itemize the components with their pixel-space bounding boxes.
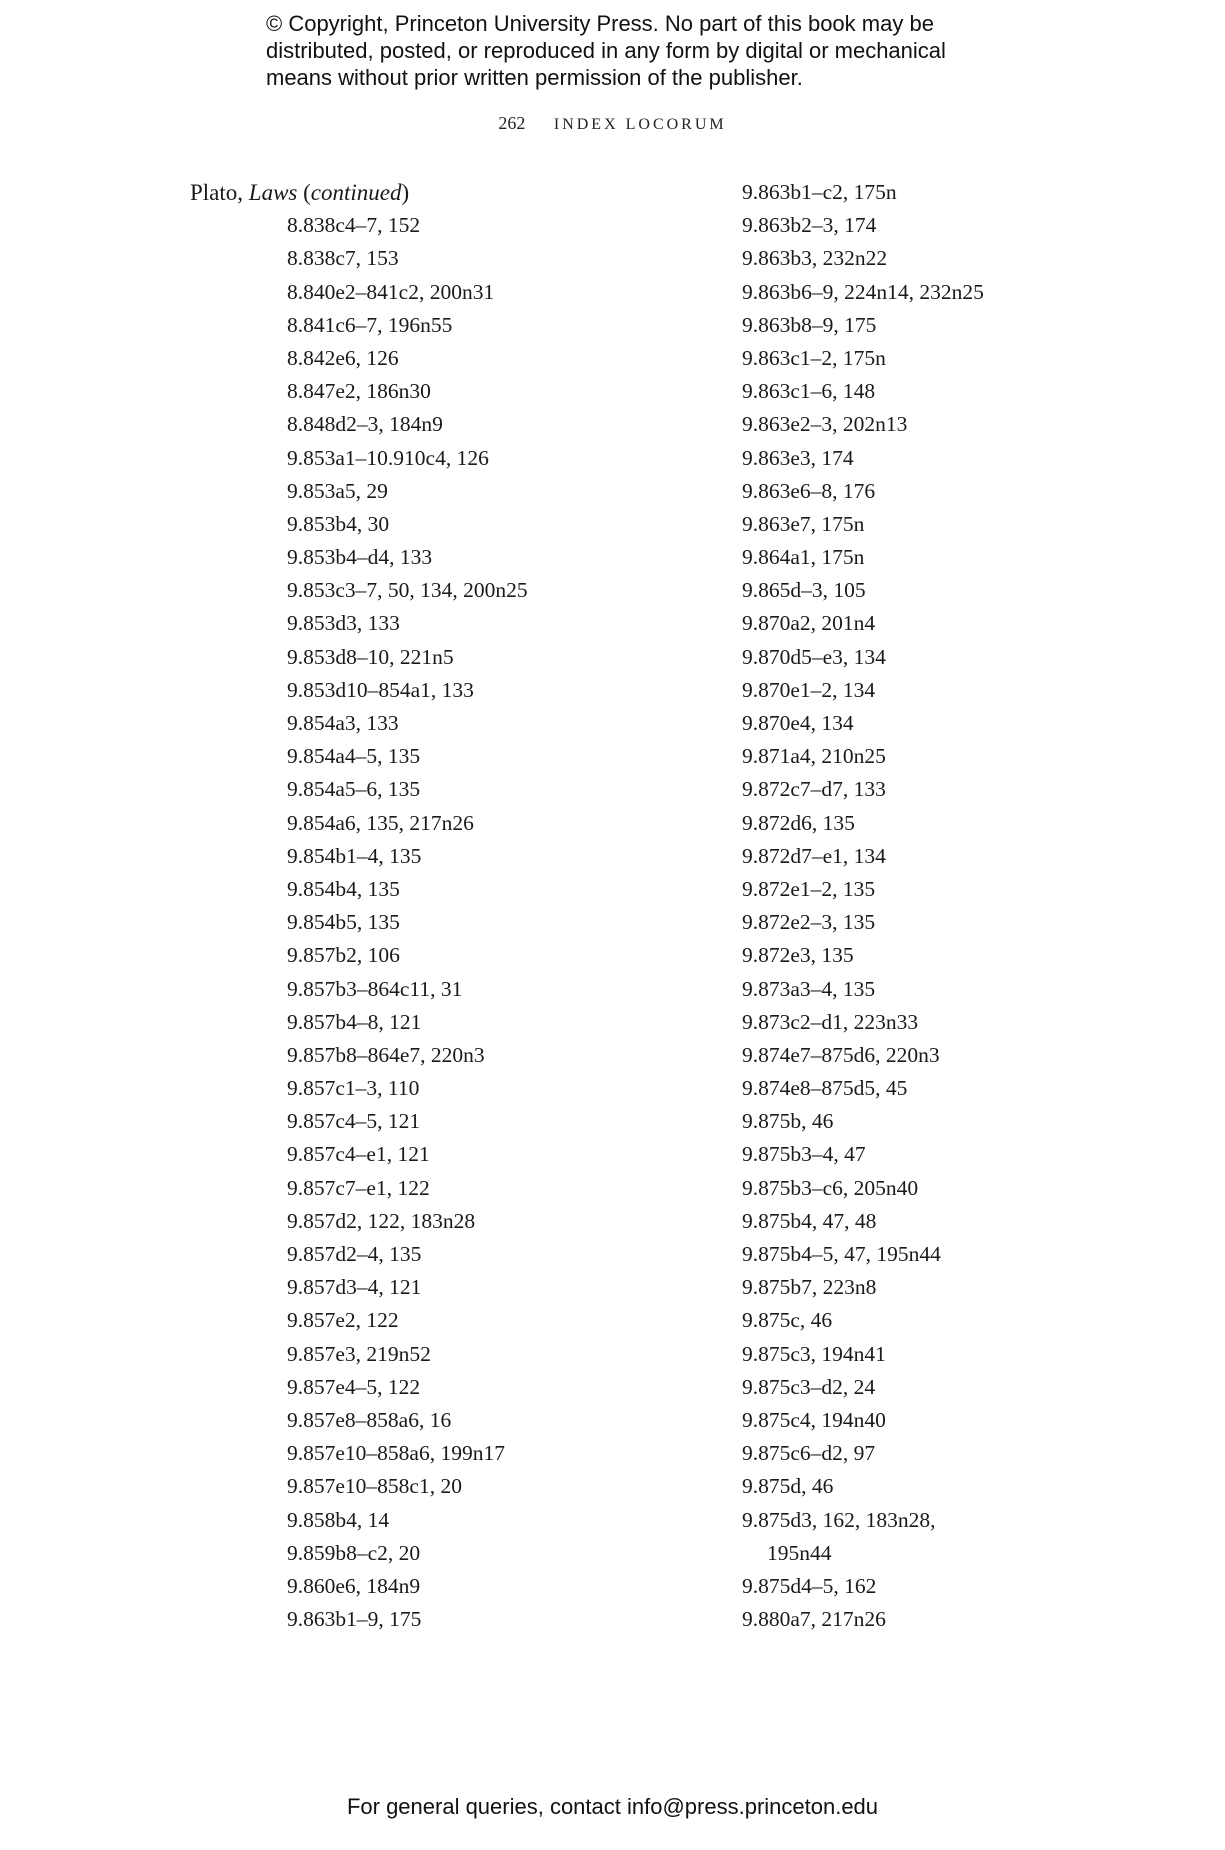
index-entry: 9.853a5, 29 (287, 478, 388, 503)
index-entry: 195n44 (767, 1540, 832, 1565)
index-column-left (190, 176, 710, 1636)
index-entry: 9.857e3, 219n52 (287, 1341, 431, 1366)
index-entry: 8.838c7, 153 (287, 246, 399, 271)
index-entry: 9.870d5–e3, 134 (742, 644, 886, 669)
index-entry: 8.841c6–7, 196n55 (287, 312, 453, 337)
heading-note: (continued) (303, 180, 410, 205)
index-entry: 8.848d2–3, 184n9 (287, 412, 443, 437)
index-entry: 9.874e7–875d6, 220n3 (742, 1042, 940, 1067)
index-entry: 9.854b4, 135 (287, 876, 400, 901)
running-head-title: INDEX LOCORUM (553, 116, 727, 133)
index-entry: 9.854b1–4, 135 (287, 843, 422, 868)
index-entry: 9.857b3–864c11, 31 (287, 976, 463, 1001)
running-head (0, 113, 1225, 134)
index-entry: 9.870e4, 134 (742, 711, 854, 735)
index-entry: 9.863e3, 174 (742, 445, 854, 470)
index-entry: 9.853b4–d4, 133 (287, 545, 433, 570)
copyright-notice (266, 10, 1026, 91)
index-entry: 9.857e2, 122 (287, 1308, 399, 1333)
index-entry: 9.863c1–6, 148 (742, 379, 876, 404)
index-entry: 9.870a2, 201n4 (742, 611, 876, 636)
index-entry: 9.863c1–2, 175n (742, 345, 886, 370)
index-entry: 9.875b3–c6, 205n40 (742, 1175, 919, 1200)
index-entry: 9.875d4–5, 162 (742, 1573, 877, 1598)
copyright-line: distributed, posted, or reproduced in any form by digital or mechanical (266, 38, 946, 63)
footer-contact: For general queries, contact info@press.princeton.edu (346, 1794, 879, 1819)
index-entry: 9.857c4–e1, 121 (287, 1142, 430, 1167)
index-entry: 9.872e3, 135 (742, 943, 854, 968)
index-entry: 9.872e1–2, 135 (742, 876, 876, 901)
index-entry: 9.857e8–858a6, 16 (287, 1407, 452, 1432)
index-entry: 9.853a1–10.910c4, 126 (287, 445, 489, 470)
index-heading (190, 176, 710, 209)
heading-work: Laws (248, 180, 298, 205)
index-entry: 9.857b4–8, 121 (287, 1009, 422, 1034)
heading-author: Plato, (190, 180, 249, 205)
index-entry: 9.863e6–8, 176 (742, 478, 876, 503)
index-entry: 9.875c, 46 (742, 1308, 833, 1333)
heading-note-text: continued (310, 180, 402, 205)
index-entry: 9.854a6, 135, 217n26 (287, 810, 474, 835)
index-entry: 9.863b1–c2, 175n (742, 180, 897, 204)
index-entry: 9.872d6, 135 (742, 810, 855, 835)
index-entry: 9.875c3, 194n41 (742, 1341, 886, 1366)
index-entry: 9.875b, 46 (742, 1109, 834, 1134)
index-entry: 9.875d, 46 (742, 1474, 834, 1499)
index-entry: 9.863b1–9, 175 (287, 1607, 422, 1632)
index-entry: 9.870e1–2, 134 (742, 677, 876, 702)
index-entry: 9.857e4–5, 122 (287, 1374, 421, 1399)
index-entry: 9.857e10–858c1, 20 (287, 1474, 462, 1499)
index-entry: 9.863b3, 232n22 (742, 246, 888, 271)
index-entry: 8.842e6, 126 (287, 345, 399, 370)
index-entry: 9.880a7, 217n26 (742, 1607, 886, 1632)
index-entry: 9.857d2, 122, 183n28 (287, 1208, 476, 1233)
index-entry: 9.857d2–4, 135 (287, 1242, 422, 1266)
index-entry: 9.858b4, 14 (287, 1507, 390, 1532)
index-entry: 9.857b2, 106 (287, 943, 400, 968)
index-entry: 9.872e2–3, 135 (742, 910, 876, 935)
index-entry: 9.857b8–864e7, 220n3 (287, 1042, 485, 1067)
page-number: 262 (498, 113, 526, 133)
index-entry: 9.871a4, 210n25 (742, 744, 886, 769)
index-entry: 9.873c2–d1, 223n33 (742, 1009, 919, 1034)
index-entry: 9.863b8–9, 175 (742, 312, 877, 337)
index-column-right (742, 176, 1202, 1636)
index-entry: 9.875c6–d2, 97 (742, 1441, 876, 1466)
index-entry: 9.875b7, 223n8 (742, 1275, 877, 1300)
index-entry: 9.872c7–d7, 133 (742, 777, 886, 802)
index-entry: 9.875b3–4, 47 (742, 1142, 866, 1167)
left-entries (190, 209, 710, 1636)
index-entry: 9.873a3–4, 135 (742, 976, 876, 1001)
index-entry: 9.860e6, 184n9 (287, 1573, 421, 1598)
index-entry: 9.857c1–3, 110 (287, 1076, 420, 1101)
index-entry: 8.840e2–841c2, 200n31 (287, 279, 495, 304)
index-entry: 9.875b4, 47, 48 (742, 1208, 877, 1233)
index-entry: 9.857d3–4, 121 (287, 1275, 422, 1300)
index-entry: 9.872d7–e1, 134 (742, 843, 886, 868)
index-entry: 9.857c7–e1, 122 (287, 1175, 430, 1200)
copyright-line: means without prior written permission of the publisher. (266, 65, 803, 90)
index-entry: 9.854b5, 135 (287, 910, 400, 935)
index-entry: 9.863b6–9, 224n14, 232n25 (742, 279, 984, 304)
index-entry: 9.875c4, 194n40 (742, 1407, 886, 1432)
index-entry: 9.857e10–858a6, 199n17 (287, 1441, 505, 1466)
index-entry: 9.875c3–d2, 24 (742, 1374, 876, 1399)
index-entry: 9.854a3, 133 (287, 711, 399, 735)
right-entries (742, 176, 1202, 1636)
index-entry: 9.863b2–3, 174 (742, 213, 877, 238)
index-entry: 9.874e8–875d5, 45 (742, 1076, 908, 1101)
index-entry: 9.853d3, 133 (287, 611, 400, 636)
copyright-line: © Copyright, Princeton University Press. No part of this book may be (266, 11, 934, 36)
index-entry: 9.859b8–c2, 20 (287, 1540, 421, 1565)
index-entry: 8.838c4–7, 152 (287, 213, 421, 238)
index-entry: 8.847e2, 186n30 (287, 379, 431, 404)
index-entry: 9.853d10–854a1, 133 (287, 677, 474, 702)
index-entry: 9.875d3, 162, 183n28, (742, 1507, 936, 1532)
index-entry: 9.853d8–10, 221n5 (287, 644, 454, 669)
index-entry: 9.864a1, 175n (742, 545, 865, 570)
index-entry: 9.865d–3, 105 (742, 578, 866, 603)
index-entry: 9.854a4–5, 135 (287, 744, 421, 769)
index-entry: 9.863e2–3, 202n13 (742, 412, 908, 437)
index-entry: 9.863e7, 175n (742, 511, 865, 536)
index-entry: 9.875b4–5, 47, 195n44 (742, 1242, 941, 1266)
index-entry: 9.857c4–5, 121 (287, 1109, 421, 1134)
index-entry: 9.853c3–7, 50, 134, 200n25 (287, 578, 528, 603)
index-entry: 9.853b4, 30 (287, 511, 390, 536)
index-entry: 9.854a5–6, 135 (287, 777, 421, 802)
